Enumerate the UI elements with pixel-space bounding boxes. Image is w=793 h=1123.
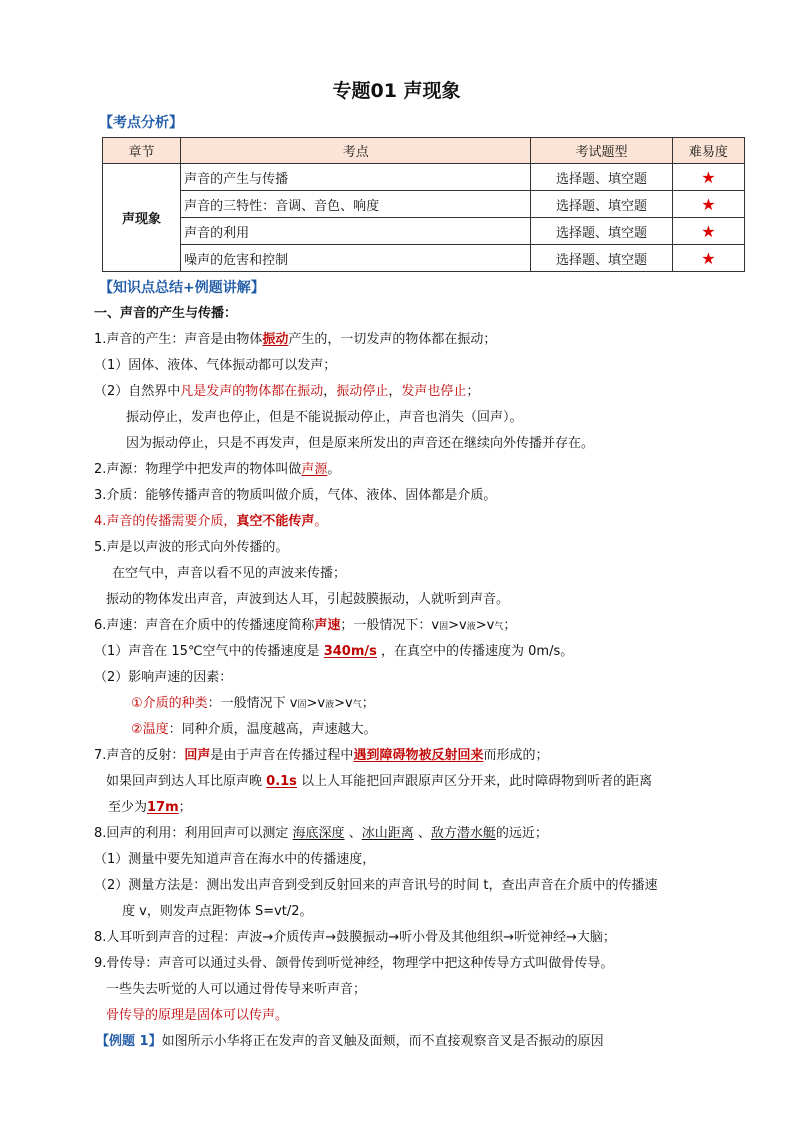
text: 如图所示小华将正在发声的音叉触及面颊，而不直接观察音叉是否振动的原因 <box>161 1034 604 1049</box>
point-10-2: 骨传导的原理是固体可以传声。 <box>106 1008 289 1023</box>
text: ：一般情况下 v <box>207 696 298 711</box>
text: 如果回声到达人耳比原声晚 <box>106 774 263 789</box>
section-heading-summary: 【知识点总结+例题讲解】 <box>99 280 265 296</box>
text: >v <box>334 696 353 711</box>
point-3: 3.介质：能够传播声音的物质叫做介质，气体、液体、固体都是介质。 <box>94 488 497 503</box>
type-cell: 选择题、填空题 <box>531 164 672 191</box>
difficulty-star: ★ <box>672 245 744 272</box>
point-5-1: 在空气中，声音以看不见的声波来传播； <box>112 566 347 581</box>
highlight: 回声 <box>184 748 211 763</box>
header-chapter: 章节 <box>103 138 181 164</box>
point-5-2: 振动的物体发出声音，声波到达人耳，引起鼓膜振动，人就听到声音。 <box>106 592 510 607</box>
highlight: 发声也停止 <box>401 384 467 399</box>
point-7-1 <box>106 773 652 791</box>
answer-blank: 冰山距离 <box>361 826 414 841</box>
text: 。 <box>314 514 328 529</box>
point-6-1 <box>94 643 573 661</box>
point-1-2 <box>94 383 479 401</box>
answer-blank: 振动 <box>262 332 289 347</box>
subscript: 气 <box>494 622 504 632</box>
point-6-3 <box>131 695 375 714</box>
highlight: 凡是发声的物体都在振动 <box>180 384 324 399</box>
text: ；一般情况下：v <box>340 618 440 633</box>
point-8-3: 度 v，则发声点距物体 S=vt/2。 <box>122 904 313 919</box>
subheading-1: 一、声音的产生与传播： <box>94 306 238 321</box>
text: >v <box>475 618 495 633</box>
point-1-1: （1）固体、液体、气体振动都可以发声； <box>94 358 337 373</box>
table-row <box>103 191 745 218</box>
table-header-row <box>103 138 745 164</box>
text: ； <box>466 384 480 399</box>
subscript: 液 <box>325 700 335 710</box>
point-10: 9.骨传导：声音可以通过头骨、颌骨传到听觉神经，物理学中把这种传导方式叫做骨传导。 <box>94 956 614 971</box>
header-type: 考试题型 <box>531 138 672 164</box>
difficulty-star: ★ <box>672 191 744 218</box>
point-1-4: 因为振动停止，只是不再发声，但是原来所发出的声音还在继续向外传播并存在。 <box>126 436 595 451</box>
highlight: ①介质的种类 <box>131 696 208 711</box>
topic-cell: 声音的三特性：音调、音色、响度 <box>181 191 531 218</box>
text: ， <box>388 384 402 399</box>
text: ，在真空中的传播速度为 0m/s。 <box>381 644 574 659</box>
point-6 <box>94 617 516 636</box>
point-8-1: （1）测量中要先知道声音在海水中的传播速度， <box>94 852 376 867</box>
text: 7.声音的反射： <box>94 748 185 763</box>
exam-points-table <box>102 137 745 272</box>
text: 是由于声音在传播过程中 <box>210 748 354 763</box>
difficulty-star: ★ <box>672 218 744 245</box>
topic-cell: 声音的产生与传播 <box>181 164 531 191</box>
text: 8.回声的利用：利用回声可以测定 <box>94 826 289 841</box>
type-cell: 选择题、填空题 <box>531 218 672 245</box>
text: 、 <box>417 826 431 841</box>
example-1 <box>96 1033 604 1051</box>
point-6-2: （2）影响声速的因素： <box>94 670 233 685</box>
answer-blank: 敌方潜水艇 <box>430 826 496 841</box>
text: 。 <box>327 462 341 477</box>
text: ； <box>361 696 375 711</box>
section-heading-analysis: 【考点分析】 <box>99 115 183 131</box>
answer-blank: 海底深度 <box>292 826 345 841</box>
text: 6.声速：声音在介质中的传播速度简称 <box>94 618 315 633</box>
point-8 <box>94 825 548 843</box>
subscript: 液 <box>466 622 476 632</box>
type-cell: 选择题、填空题 <box>531 245 672 272</box>
highlight: ②温度 <box>131 722 169 737</box>
text: （2）自然界中 <box>94 384 181 399</box>
page-title: 专题01 声现象 <box>332 80 461 102</box>
point-6-4 <box>131 721 377 739</box>
text: （1）声音在 15℃空气中的传播速度是 <box>94 644 320 659</box>
text: 而形成的； <box>483 748 549 763</box>
highlight: 振动停止 <box>336 384 389 399</box>
example-label: 【例题 1】 <box>96 1034 162 1049</box>
difficulty-star: ★ <box>672 164 744 191</box>
table-row <box>103 245 745 272</box>
subscript: 固 <box>439 622 449 632</box>
point-7-2 <box>108 799 192 817</box>
highlight: 声速 <box>314 618 341 633</box>
text: 1.声音的产生：声音是由物体 <box>94 332 263 347</box>
text: 、 <box>348 826 362 841</box>
answer-blank: 340m/s <box>323 644 377 659</box>
answer-blank: 0.1s <box>266 774 297 789</box>
text: ：同种介质，温度越高，声速越大。 <box>168 722 377 737</box>
point-9: 8.人耳听到声音的过程：声波→介质传声→鼓膜振动→听小骨及其他组织→听觉神经→大脑； <box>94 930 616 945</box>
text: 至少为 <box>108 800 148 815</box>
highlight: 真空不能传声 <box>236 514 315 529</box>
point-7 <box>94 747 548 765</box>
point-8-2: （2）测量方法是：测出发出声音到受到反射回来的声音讯号的时间 t，查出声音在介质中的传播速 <box>94 878 658 893</box>
topic-cell: 噪声的危害和控制 <box>181 245 531 272</box>
topic-cell: 声音的利用 <box>181 218 531 245</box>
point-5: 5.声是以声波的形式向外传播的。 <box>94 540 289 555</box>
text: 产生的，一切发声的物体都在振动； <box>288 332 497 347</box>
text: 以上人耳能把回声跟原声区分开来，此时障碍物到听者的距离 <box>301 774 653 789</box>
text: 2.声源：物理学中把发声的物体叫做 <box>94 462 302 477</box>
table-row <box>103 218 745 245</box>
header-level: 难易度 <box>672 138 744 164</box>
text: >v <box>448 618 467 633</box>
header-topic: 考点 <box>181 138 531 164</box>
text: >v <box>306 696 326 711</box>
text: 4.声音的传播需要介质， <box>94 514 237 529</box>
text: ； <box>178 800 192 815</box>
point-10-1: 一些失去听觉的人可以通过骨传导来听声音； <box>106 982 367 997</box>
answer-blank: 遇到障碍物被反射回来 <box>353 748 484 763</box>
point-4 <box>94 513 327 531</box>
answer-blank: 17m <box>147 800 179 815</box>
type-cell: 选择题、填空题 <box>531 191 672 218</box>
subscript: 固 <box>297 700 307 710</box>
answer-blank: 声源 <box>301 462 328 477</box>
point-1-3: 振动停止，发声也停止，但是不能说振动停止，声音也消失（回声）。 <box>126 410 523 425</box>
text: ， <box>323 384 337 399</box>
text: 的远近； <box>495 826 548 841</box>
subscript: 气 <box>352 700 362 710</box>
table-row <box>103 164 745 191</box>
point-2 <box>94 461 340 479</box>
point-1 <box>94 331 496 349</box>
chapter-cell: 声现象 <box>103 164 181 272</box>
text: ； <box>503 618 517 633</box>
